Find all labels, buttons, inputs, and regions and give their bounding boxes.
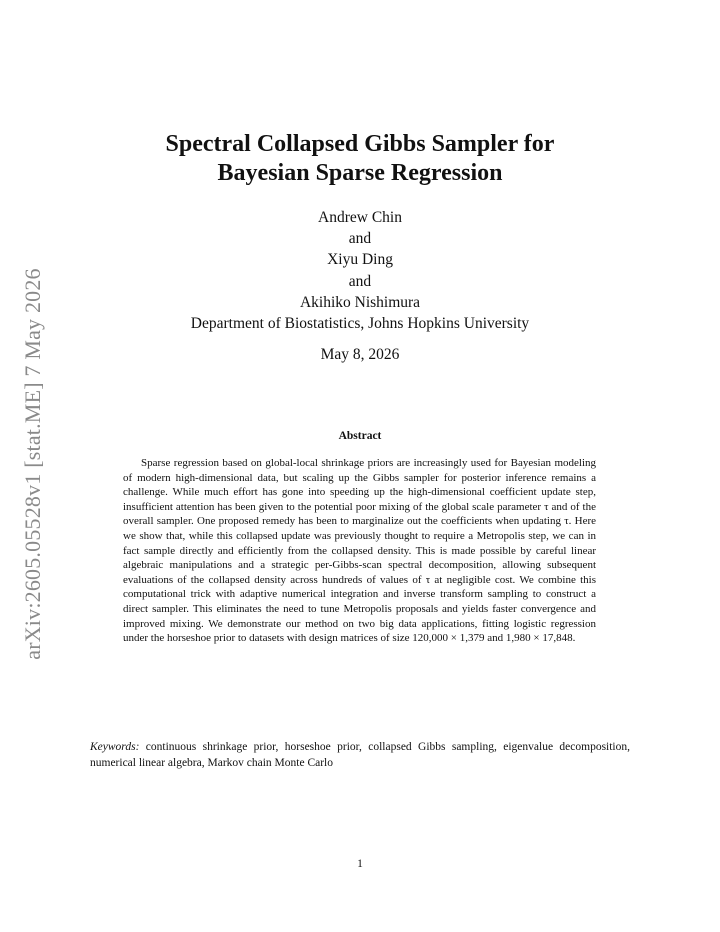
author-block <box>90 207 630 334</box>
author-name: Andrew Chin <box>318 209 402 226</box>
author-separator: and <box>348 230 372 248</box>
keywords-text: continuous shrinkage prior, horseshoe prior, collapsed Gibbs sampling, eigenvalue decomposition, numerical linear algebra, Markov chain Monte Carlo <box>90 741 631 769</box>
abstract-heading: Abstract <box>338 430 382 442</box>
paper-title-line-1: Spectral Collapsed Gibbs Sampler for <box>165 131 555 157</box>
paper-title <box>90 130 630 188</box>
keywords-paragraph <box>90 740 630 771</box>
author-separator: and <box>348 272 372 290</box>
paper-title-line-2: Bayesian Sparse Regression <box>217 160 503 186</box>
author-name: Xiyu Ding <box>327 251 393 269</box>
arxiv-identifier-stamp: arXiv:2605.05528v1 [stat.ME] 7 May 2026 <box>20 268 45 660</box>
author-affiliation: Department of Biostatistics, Johns Hopkins University <box>190 315 530 333</box>
author-name: Akihiko Nishimura <box>299 293 421 311</box>
keywords-label: Keywords: <box>90 741 140 753</box>
publication-date: May 8, 2026 <box>320 346 400 363</box>
page-number: 1 <box>357 858 363 870</box>
abstract-body: Sparse regression based on global-local shrinkage priors are increasingly used for Bayesian modeling of modern high-dimensional data, but scaling up the Gibbs sampler for posterior inference remains a challenge. While much effort has gone into speeding up the high-dimensional coefficient update step, insufficient attention has been given to the potential poor mixing of the global scale parameter τ and of the overall sampler. One proposed remedy has been to marginalize out the coefficients when updating τ. Here we show that, while this collapsed update was previously thought to require a Metropolis step, we can in fact sample directly and efficiently from the collapsed density. This is made possible by careful linear algebraic manipulations and a strategic per-Gibbs-scan spectral decomposition, allowing subsequent evaluations of the collapsed density across hundreds of values of τ at negligible cost. We combine this computational trick with adaptive numerical integration and inverse transform sampling to construct a direct sampler. This eliminates the need to tune Metropolis proposals and yields faster convergence and improved mixing. We demonstrate our method on two big data applications, fitting logistic regression under the horseshoe prior to datasets with design matrices of size 120,000 × 1,379 and 1,980 × 17,848. <box>123 457 596 645</box>
